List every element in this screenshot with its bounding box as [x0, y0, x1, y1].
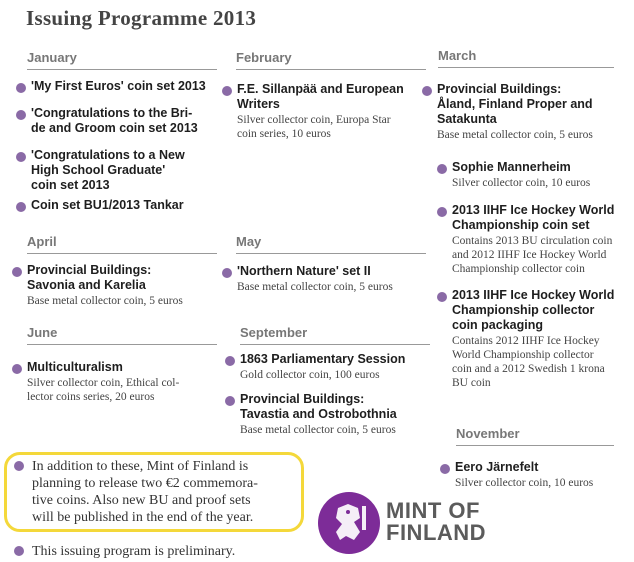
coin-title: Sophie Mannerheim [452, 160, 571, 174]
coin-description: Silver collector coin, Europa Star coin series, 10 euros [237, 114, 391, 140]
bullet-dot [12, 267, 22, 277]
coin-title: 'Northern Nature' set II [237, 264, 371, 278]
coin-title: Multiculturalism [27, 360, 123, 374]
month-header-november: November [456, 426, 614, 446]
coin-description: Contains 2013 BU circulation coin and 2012 IIHF Ice Hockey World Championship collector coin [452, 235, 613, 275]
bullet-dot [14, 461, 24, 471]
coin-description: Base metal collector coin, 5 euros [437, 129, 593, 141]
bullet-dot [437, 207, 447, 217]
bullet-dot [222, 86, 232, 96]
list-item [437, 288, 634, 390]
lion-emblem-icon [318, 492, 380, 554]
coin-title: 'Congratulations to the Bri- de and Groom coin set 2013 [31, 106, 198, 135]
list-item [222, 264, 432, 294]
coin-title: Eero Järnefelt [455, 460, 539, 474]
coin-title: Provincial Buildings: Savonia and Karelia [27, 263, 152, 292]
coin-title: 2013 IIHF Ice Hockey World Championship coin set [452, 203, 615, 232]
coin-description: Silver collector coin, 10 euros [455, 477, 594, 489]
month-header-march: March [438, 48, 614, 68]
coin-description: Base metal collector coin, 5 euros [240, 424, 396, 436]
list-item [222, 82, 432, 141]
month-header-june: June [27, 325, 217, 345]
coin-description: Base metal collector coin, 5 euros [27, 295, 183, 307]
coin-description: Silver collector coin, 10 euros [452, 177, 591, 189]
note-text: In addition to these, Mint of Finland is planning to release two €2 commemora- tive coins. Also new BU and proof sets will be published in the end of the year. [32, 459, 258, 525]
coin-description: Silver collector coin, Ethical col- lector coins series, 20 euros [27, 377, 180, 403]
list-item [12, 360, 224, 404]
month-header-may: May [236, 234, 426, 254]
bullet-dot [16, 202, 26, 212]
coin-title: F.E. Sillanpää and European Writers [237, 82, 404, 111]
list-item [225, 352, 430, 382]
month-header-february: February [236, 50, 426, 70]
preliminary-note [14, 543, 304, 560]
coin-title: 1863 Parliamentary Session [240, 352, 406, 366]
list-item [437, 160, 632, 190]
list-item [225, 392, 430, 437]
coin-title: 'Congratulations to a New High School Graduate' coin set 2013 [31, 148, 185, 192]
bullet-dot [422, 86, 432, 96]
list-item [437, 203, 634, 276]
bullet-dot [437, 164, 447, 174]
bullet-dot [14, 546, 24, 556]
bullet-dot [440, 464, 450, 474]
bullet-dot [437, 292, 447, 302]
list-item [12, 263, 222, 308]
bullet-dot [16, 83, 26, 93]
list-item [16, 148, 226, 193]
coin-title: 'My First Euros' coin set 2013 [31, 79, 206, 93]
bullet-dot [12, 364, 22, 374]
coin-title: Coin set BU1/2013 Tankar [31, 198, 184, 212]
list-item [16, 79, 226, 94]
coin-description: Base metal collector coin, 5 euros [237, 281, 393, 293]
list-item [440, 460, 630, 490]
month-header-january: January [27, 50, 217, 70]
month-header-april: April [27, 234, 217, 254]
list-item [16, 106, 226, 136]
coin-title: 2013 IIHF Ice Hockey World Championship collector coin packaging [452, 288, 615, 332]
bullet-dot [16, 152, 26, 162]
coin-description: Gold collector coin, 100 euros [240, 369, 380, 381]
highlight-note [14, 458, 304, 526]
bullet-dot [222, 268, 232, 278]
logo-wordmark-line2: FINLAND [386, 520, 487, 545]
list-item [422, 82, 632, 142]
coin-title: Provincial Buildings: Tavastia and Ostrobothnia [240, 392, 397, 421]
bullet-dot [225, 356, 235, 366]
coin-description: Contains 2012 IIHF Ice Hockey World Championship collector coin and a 2012 Swedish 1 krona BU coin [452, 335, 605, 389]
page-title: Issuing Programme 2013 [26, 6, 257, 30]
mint-logo-emblem [318, 492, 380, 554]
coin-title: Provincial Buildings: Åland, Finland Proper and Satakunta [437, 82, 593, 126]
bullet-dot [16, 110, 26, 120]
logo-wordmark-line1: MINT OF [386, 498, 480, 523]
note-text: This issuing program is preliminary. [32, 544, 236, 559]
list-item [16, 198, 226, 213]
bullet-dot [225, 396, 235, 406]
month-header-september: September [240, 325, 430, 345]
